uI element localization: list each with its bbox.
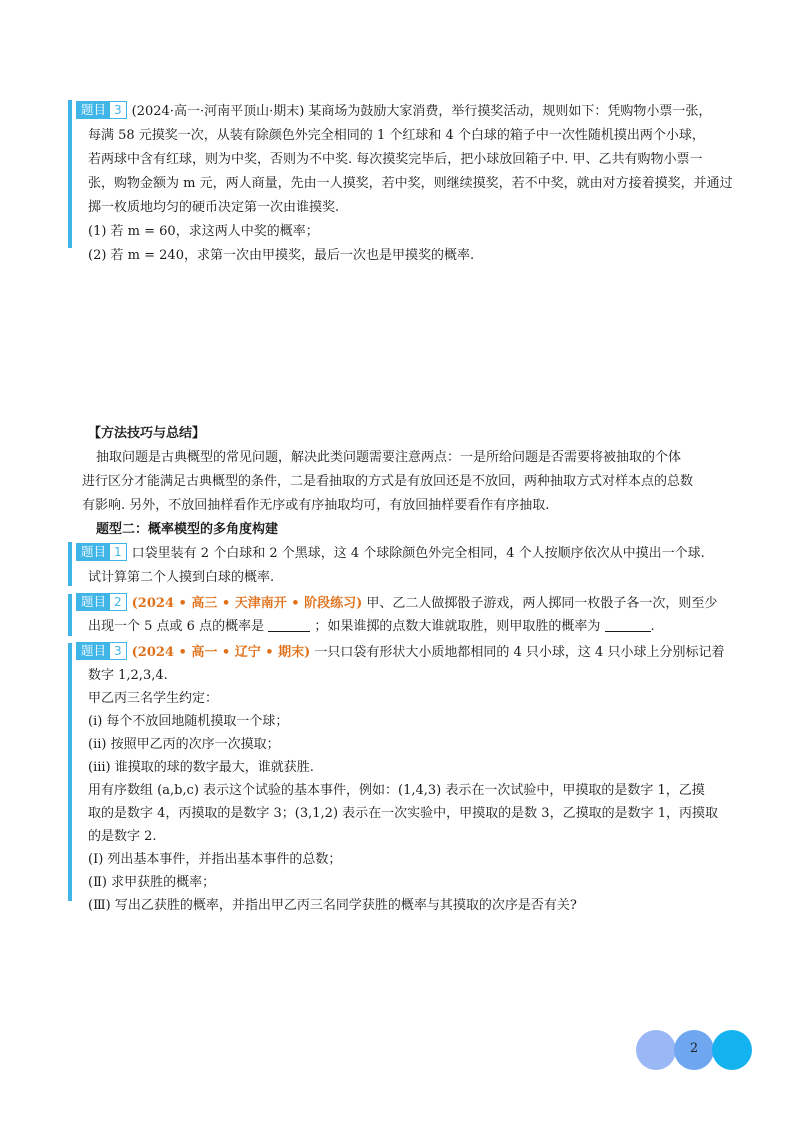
question-line: 甲、乙二人做掷骰子游戏，两人掷同一枚骰子各一次，则至少: [362, 596, 718, 611]
question-source: (2024 • 高三 • 天津南开 • 阶段练习): [131, 596, 363, 611]
question-header: [76, 641, 724, 665]
summary-heading: 【方法技巧与总结】: [88, 426, 206, 441]
question-text: ；如果谁掷的点数大谁就取胜，则甲取胜的概率为: [314, 619, 601, 634]
question-line: 张，购物金额为 m 元，两人商量，先由一人摸奖，若中奖，则继续摸奖，若不中奖，就由对方接着摸奖，并通过: [88, 176, 733, 191]
question-header: [76, 542, 705, 566]
question-line: 取的是数字 4，丙摸取的是数字 3；(3,1,2) 表示在一次实验中，甲摸取的是数 3，乙摸取的是数字 1，丙摸取: [88, 806, 718, 821]
question-line: (2024·高一·河南平顶山·期末) 某商场为鼓励大家消费，举行摸奖活动，规则如下：凭购物小票一张，: [131, 104, 712, 119]
decor-circle: [636, 1030, 676, 1070]
summary-line: 进行区分才能满足古典概型的条件，二是看抽取的方式是有放回还是不放回，两种抽取方式对样本点的总数: [82, 474, 694, 489]
question-rule: [68, 643, 72, 901]
answer-blank: [605, 617, 651, 632]
question-line: 甲乙丙三名学生约定：: [88, 691, 219, 706]
question-line: 试计算第二个人摸到白球的概率.: [88, 570, 275, 585]
rule-item: (ii) 按照甲乙丙的次序一次摸取；: [88, 737, 280, 752]
sub-question: (Ⅲ) 写出乙获胜的概率，并指出甲乙丙三名同学获胜的概率与其摸取的次序是否有关?: [88, 898, 577, 913]
sub-question: (1) 若 m = 60，求这两人中奖的概率；: [88, 224, 319, 239]
summary-line: 有影响. 另外，不放回抽样看作无序或有序抽取均可，有放回抽样要看作有序抽取.: [82, 498, 550, 513]
question-line: 一只口袋有形状大小质地都相同的 4 只小球，这 4 只小球上分别标记着: [310, 645, 725, 660]
question-tag: 题目: [76, 101, 109, 119]
rule-item: (i) 每个不放回地随机摸取一个球；: [88, 714, 289, 729]
question-number: 3: [109, 642, 127, 660]
question-line: 的是数字 2.: [88, 829, 157, 844]
summary-line: 抽取问题是古典概型的常见问题，解决此类问题需要注意两点：一是所给问题是否需要将被抽取的个体: [96, 450, 682, 465]
question-line: 用有序数组 (a,b,c) 表示这个试验的基本事件，例如：(1,4,3) 表示在一次试验中，甲摸取的是数字 1，乙摸: [88, 783, 705, 798]
question-text: 出现一个 5 点或 6 点的概率是: [88, 619, 265, 634]
question-tag: 题目: [76, 543, 109, 561]
question-header: [76, 592, 717, 616]
sub-question: (Ⅰ) 列出基本事件，并指出基本事件的总数；: [88, 852, 342, 867]
question-rule: [68, 594, 72, 636]
question-line: 若两球中含有红球，则为中奖，否则为不中奖. 每次摸奖完毕后，把小球放回箱子中. 甲、乙共有购物小票一: [88, 152, 703, 167]
question-line: 掷一枚质地均匀的硬币决定第一次由谁摸奖.: [88, 200, 340, 215]
question-rule: [68, 542, 72, 586]
question-number: 1: [109, 543, 127, 561]
question-line: [88, 615, 655, 639]
question-tag: 题目: [76, 593, 109, 611]
rule-item: (iii) 谁摸取的球的数字最大，谁就获胜.: [88, 760, 314, 775]
question-tag: 题目: [76, 642, 109, 660]
decor-circle: [712, 1030, 752, 1070]
sub-question: (2) 若 m = 240，求第一次由甲摸奖，最后一次也是甲摸奖的概率.: [88, 248, 475, 263]
question-number: 3: [109, 101, 127, 119]
question-line: 每满 58 元摸奖一次，从装有除颜色外完全相同的 1 个红球和 4 个白球的箱子中一次性随机摸出两个小球，: [88, 128, 705, 143]
sub-question: (Ⅱ) 求甲获胜的概率；: [88, 875, 216, 890]
question-text: .: [650, 619, 655, 634]
question-line: 口袋里装有 2 个白球和 2 个黑球，这 4 个球除颜色外完全相同，4 个人按顺序依次从中摸出一个球.: [131, 546, 705, 561]
question-line: 数字 1,2,3,4.: [88, 668, 168, 683]
section-title: 题型二：概率模型的多角度构建: [96, 522, 279, 537]
page-number: 2: [689, 1041, 699, 1056]
question-header: [76, 100, 711, 124]
answer-blank: [268, 617, 310, 632]
question-source: (2024 • 高一 • 辽宁 • 期末): [131, 645, 311, 660]
question-number: 2: [109, 593, 127, 611]
question-rule: [68, 100, 72, 248]
